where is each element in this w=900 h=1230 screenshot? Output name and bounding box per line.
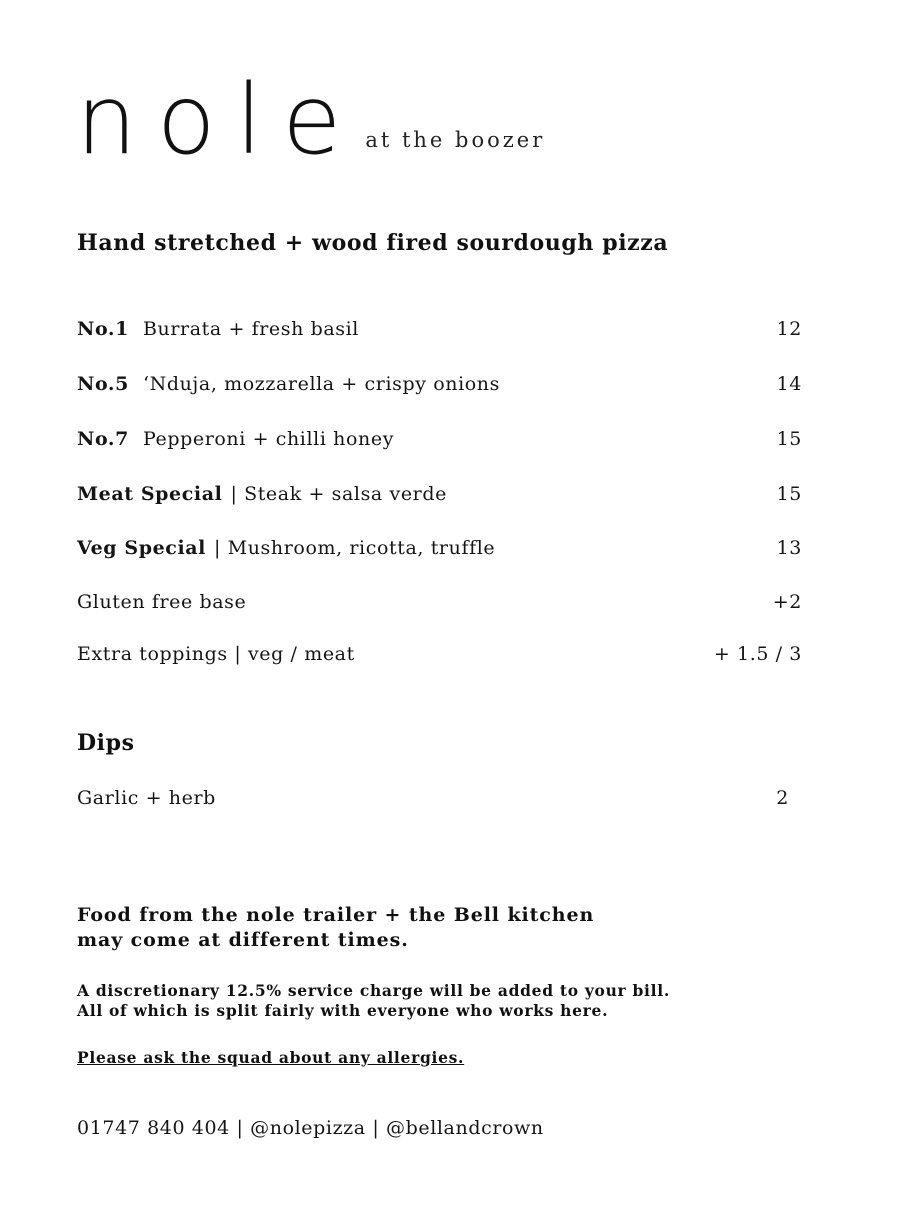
item-name: | Mushroom, ricotta, truffle (214, 537, 496, 559)
timing-note (77, 903, 594, 953)
item-price: 15 (776, 428, 802, 450)
item-price: 2 (776, 787, 789, 809)
service-charge-line-1: A discretionary 12.5% service charge will be added to your bill. (77, 981, 670, 1000)
timing-note-line-1: Food from the nole trailer + the Bell kitchen (77, 904, 595, 926)
item-price: 12 (776, 318, 802, 340)
menu-item-no5 (77, 373, 802, 401)
menu-item-no7 (77, 428, 802, 456)
item-price: +2 (772, 591, 802, 613)
contact-line: 01747 840 404 | @nolepizza | @bellandcrown (77, 1117, 544, 1139)
logo: nole (76, 64, 362, 176)
item-code: Meat Special (77, 483, 223, 505)
item-code: No.5 (77, 373, 129, 395)
menu-item-extra-toppings (77, 643, 802, 671)
allergy-note: Please ask the squad about any allergies. (77, 1048, 465, 1067)
item-name: Gluten free base (77, 591, 247, 613)
item-price: + 1.5 / 3 (713, 643, 802, 665)
item-name: ‘Nduja, mozzarella + crispy onions (142, 373, 500, 395)
menu-item-no1 (77, 318, 802, 346)
item-code: No.7 (77, 428, 129, 450)
menu-item-gluten-free (77, 591, 802, 619)
menu-item-garlic-herb (77, 787, 789, 815)
item-code: No.1 (77, 318, 129, 340)
brand-header (76, 48, 546, 176)
tagline: at the boozer (365, 128, 546, 152)
item-price: 13 (776, 537, 802, 559)
pizza-section-heading: Hand stretched + wood fired sourdough pizza (77, 230, 669, 256)
item-name: Pepperoni + chilli honey (142, 428, 395, 450)
item-name: | Steak + salsa verde (230, 483, 447, 505)
item-name: Extra toppings | veg / meat (77, 643, 355, 665)
dips-section-heading: Dips (77, 730, 135, 756)
service-charge-note (77, 981, 670, 1021)
menu-item-meat-special (77, 483, 802, 511)
item-name: Garlic + herb (77, 787, 216, 809)
menu-item-veg-special (77, 537, 802, 565)
item-price: 15 (776, 483, 802, 505)
item-price: 14 (776, 373, 802, 395)
item-name: Burrata + fresh basil (142, 318, 359, 340)
timing-note-line-2: may come at different times. (77, 929, 409, 951)
item-code: Veg Special (77, 537, 206, 559)
service-charge-line-2: All of which is split fairly with everyone who works here. (77, 1001, 609, 1020)
